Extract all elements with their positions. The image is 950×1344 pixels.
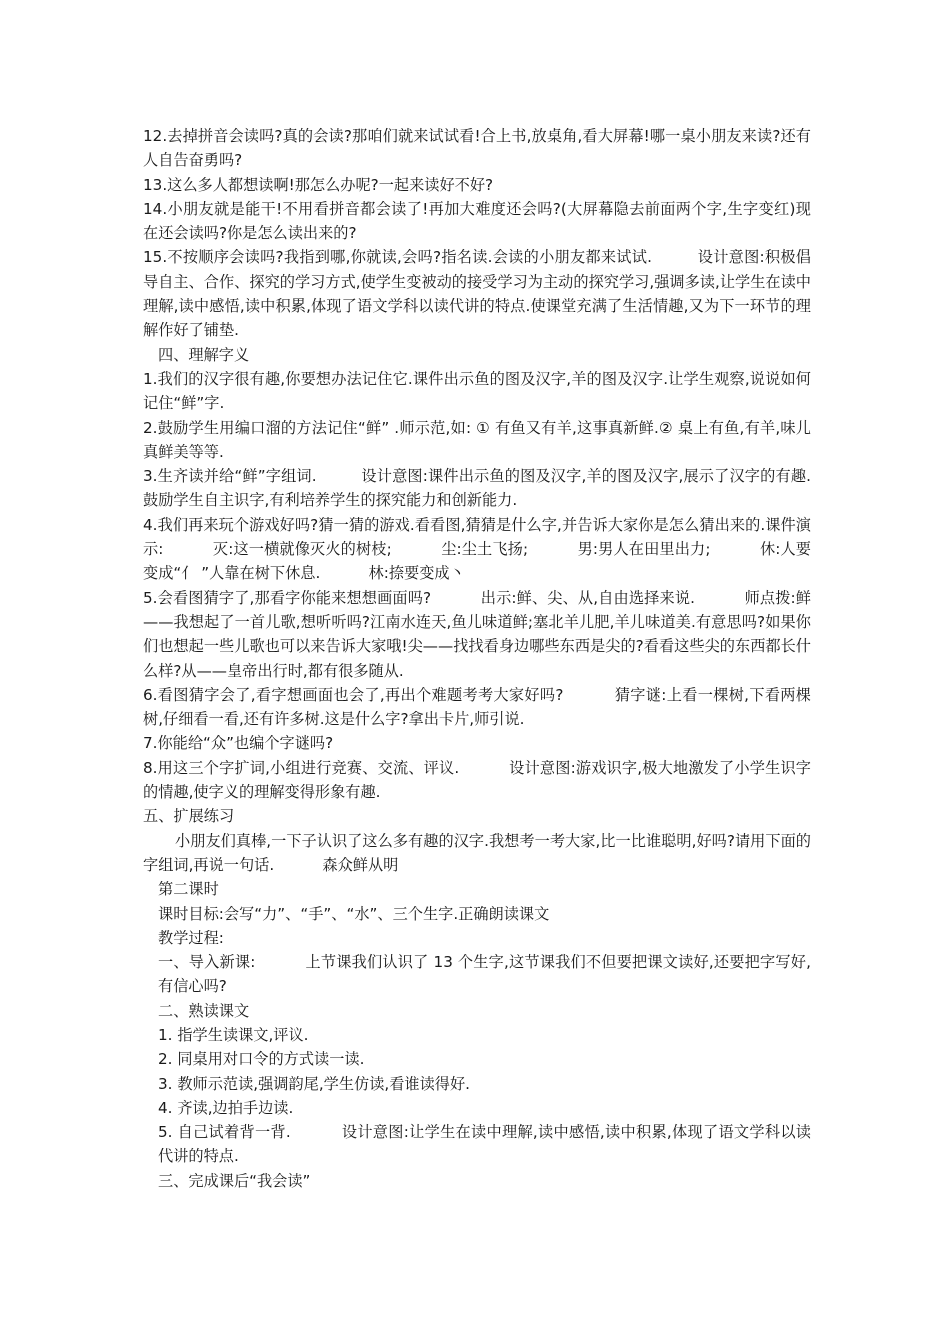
section-heading-understand-meaning: 四、理解字义 (158, 345, 250, 364)
reading-item-4: 4. 齐读,边拍手边读. (158, 1098, 294, 1117)
reading-item-2: 2. 同桌用对口令的方式读一读. (158, 1050, 365, 1069)
paragraph-meaning-8: 8.用这三个字扩词,小组进行竞赛、交流、评议. 设计意图:游戏识字,极大地激发了小学生识字的情趣,使字义的理解变得形象有趣. (143, 758, 811, 802)
paragraph-step-14: 14.小朋友就是能干!不用看拼音都会读了!再加大难度还会吗?(大屏幕隐去前面两个字,生字变红)现在还会读吗?你是怎么读出来的? (143, 199, 811, 243)
paragraph-meaning-1: 1.我们的汉字很有趣,你要想办法记住它.课件出示鱼的图及汉字,羊的图及汉字.让学生观察,说说如何记住“鲜”字. (143, 369, 811, 413)
paragraph-meaning-2: 2.鼓励学生用编口溜的方法记住“鲜” .师示范,如: ① 有鱼又有羊,这事真新鲜.② 桌上有鱼,有羊,味儿真鲜美等等. (143, 418, 811, 461)
paragraph-extension: 小朋友们真棒,一下子认识了这么多有趣的汉字.我想考一考大家,比一比谁聪明,好吗?请用下面的字组词,再说一句话. 森众鲜从明 (143, 831, 811, 874)
paragraph-meaning-4: 4.我们再来玩个游戏好吗?猜一猜的游戏.看看图,猜猜是什么字,并告诉大家你是怎么猜出来的.课件演示: 灭:这一横就像灭火的树枝; 尘:尘土飞扬; 男:男人在田里出力; 休:人要变成“亻 ”人靠在树下休息. 林:捺要变成丶 (143, 515, 811, 583)
paragraph-step-15: 15.不按顺序会读吗?我指到哪,你就读,会吗?指名读.会读的小朋友都来试试. 设计意图:积极倡导自主、合作、探究的学习方式,使学生变被动的接受学习为主动的探究学习,强调多读,让学生在读中理解,读中感悟,读中积累,体现了语文学科以读代讲的特点.使课堂充满了生活情趣,又为下一环节的理解作好了铺垫. (143, 248, 811, 340)
paragraph-meaning-6: 6.看图猜字会了,看字想画面也会了,再出个难题考考大家好吗? 猜字谜:上看一棵树,下看两棵树,仔细看一看,还有许多树.这是什么字?拿出卡片,师引说. (143, 685, 811, 729)
lesson-two-heading: 第二课时 (158, 880, 219, 899)
paragraph-step-12: 12.去掉拼音会读吗?真的会读?那咱们就来试试看!合上书,放桌角,看大屏幕!哪一桌小朋友来读?还有人自告奋勇吗? (143, 127, 811, 170)
document-page (143, 124, 811, 1193)
paragraph-meaning-7: 7.你能给“众”也编个字谜吗? (143, 734, 334, 753)
teaching-process-label: 教学过程: (158, 928, 224, 947)
paragraph-step-13: 13.这么多人都想读啊!那怎么办呢?一起来读好不好? (143, 175, 494, 194)
section-heading-read-text: 二、熟读课文 (158, 1001, 250, 1020)
reading-item-5: 5. 自己试着背一背. 设计意图:让学生在读中理解,读中感悟,读中积累,体现了语文学科以读代讲的特点. (158, 1123, 811, 1166)
reading-item-1: 1. 指学生读课文,评议. (158, 1025, 309, 1044)
paragraph-meaning-5: 5.会看图猜字了,那看字你能来想想画面吗? 出示:鲜、尖、从,自由选择来说. 师点拨:鲜——我想起了一首儿歌,想听听吗?江南水连天,鱼儿味道鲜;塞北羊儿肥,羊儿味道美.有意思吗?如果你们也想起一些儿歌也可以来告诉大家哦!尖——找找看身边哪些东西是尖的?看看这些尖的东西都长什么样?从——皇帝出行时,都有很多随从. (143, 588, 811, 680)
reading-item-3: 3. 教师示范读,强调韵尾,学生仿读,看谁读得好. (158, 1074, 471, 1093)
lesson-goal: 课时目标:会写“力”、“手”、“水”、三个生字.正确朗读课文 (158, 904, 550, 923)
section-heading-extension: 五、扩展练习 (143, 807, 235, 826)
paragraph-introduction: 一、导入新课: 上节课我们认识了 13 个生字,这节课我们不但要把课文读好,还要把字写好,有信心吗? (158, 953, 811, 996)
paragraph-meaning-3: 3.生齐读并给“鲜”字组词. 设计意图:课件出示鱼的图及汉字,羊的图及汉字,展示了汉字的有趣.鼓励学生自主识字,有利培养学生的探究能力和创新能力. (143, 467, 811, 510)
section-heading-complete-exercise: 三、完成课后“我会读” (158, 1171, 311, 1190)
